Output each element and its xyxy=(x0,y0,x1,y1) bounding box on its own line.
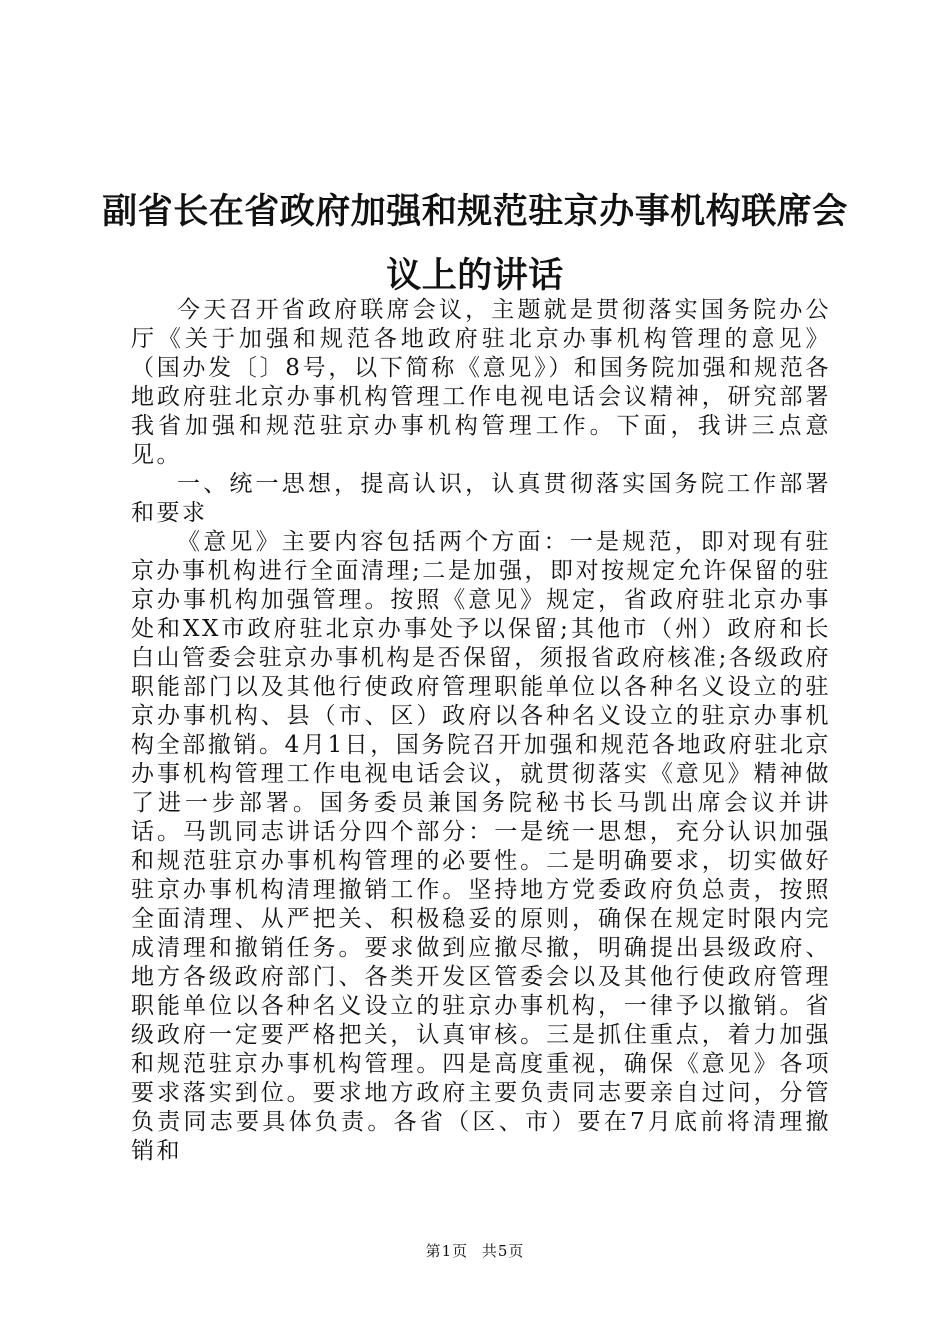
document-body xyxy=(131,296,831,1166)
page-number-total: 共5页 xyxy=(481,1242,525,1260)
paragraph-opinion-content: 《意见》主要内容包括两个方面：一是规范，即对现有驻京办事机构进行全面清理;二是加强，即对按规定允许保留的驻京办事机构加强管理。按照《意见》规定，省政府驻北京办事处和XX市政府驻北京办事处予以保留;其他市（州）政府和长白山管委会驻京办事机构是否保留，须报省政府核准;各级政府职能部门以及其他行使政府管理职能单位以各种名义设立的驻京办事机构、县（市、区）政府以各种名义设立的驻京办事机构全部撤销。4月1日，国务院召开加强和规范各地政府驻北京办事机构管理工作电视电话会议，就贯彻落实《意见》精神做了进一步部署。国务委员兼国务院秘书长马凯出席会议并讲话。马凯同志讲话分四个部分：一是统一思想，充分认识加强和规范驻京办事机构管理的必要性。二是明确要求，切实做好驻京办事机构清理撤销工作。坚持地方党委政府负总责，按照全面清理、从严把关、积极稳妥的原则，确保在规定时限内完成清理和撤销任务。要求做到应撤尽撤，明确提出县级政府、地方各级政府部门、各类开发区管委会以及其他行使政府管理职能单位以各种名义设立的驻京办事机构，一律予以撤销。省级政府一定要严格把关，认真审核。三是抓住重点，着力加强和规范驻京办事机构管理。四是高度重视，确保《意见》各项要求落实到位。要求地方政府主要负责同志要亲自过问，分管负责同志要具体负责。各省（区、市）要在7月底前将清理撤销和 xyxy=(131,529,831,1164)
document-title: 副省长在省政府加强和规范驻京办事机构联席会议上的讲话 xyxy=(102,192,848,296)
page-footer xyxy=(0,1241,950,1261)
paragraph-intro: 今天召开省政府联席会议，主题就是贯彻落实国务院办公厅《关于加强和规范各地政府驻北京办事机构管理的意见》（国办发〔〕8号，以下简称《意见》）和国务院加强和规范各地政府驻北京办事机构管理工作电视电话会议精神，研究部署我省加强和规范驻京办事机构管理工作。下面，我讲三点意见。 xyxy=(131,297,831,468)
paragraph-heading-1: 一、统一思想，提高认识，认真贯彻落实国务院工作部署和要求 xyxy=(131,471,831,526)
page-number-current: 第1页 xyxy=(425,1242,469,1260)
